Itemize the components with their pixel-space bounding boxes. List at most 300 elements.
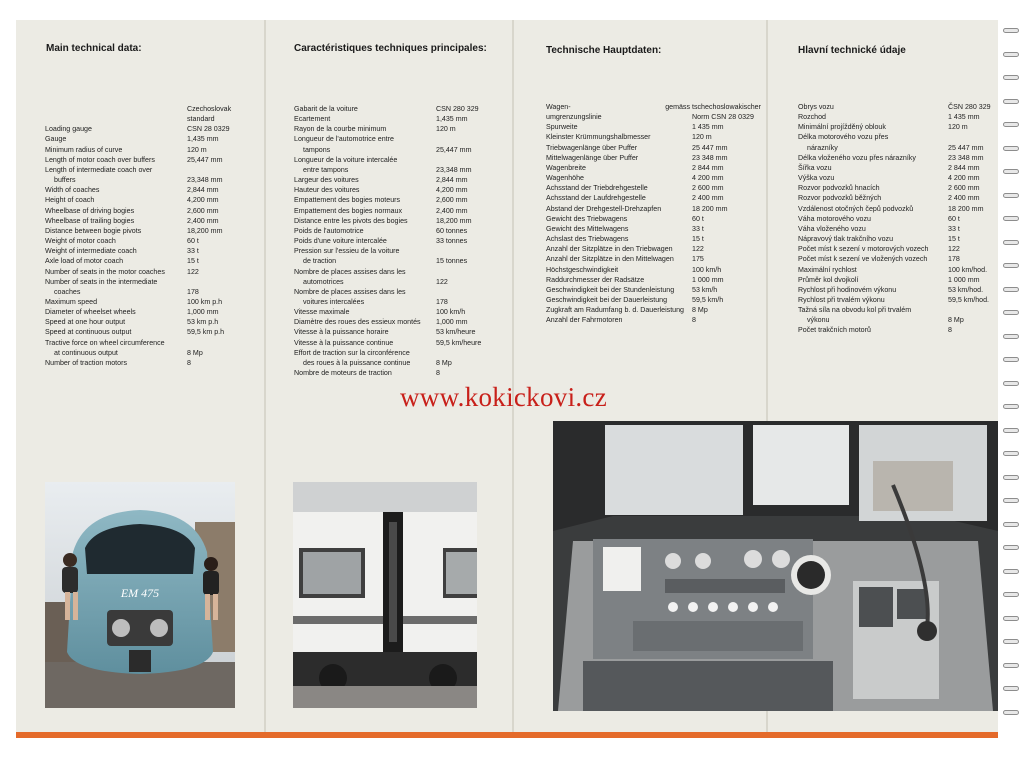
row-value: 23 348 mm <box>948 153 984 162</box>
row-value: 100 km/h <box>692 265 722 274</box>
row-label: Minimální projížděný oblouk <box>798 123 886 132</box>
data-row <box>294 327 506 337</box>
row-value: 53 km/hod. <box>948 285 984 294</box>
binding-loop <box>1003 240 1019 245</box>
row-value: 2,400 mm <box>187 216 219 225</box>
binding-loop <box>1003 710 1019 715</box>
data-row <box>546 305 761 315</box>
row-label: Nombre de places assises dans les <box>294 287 406 296</box>
data-row <box>546 153 761 163</box>
locomotive-number: EM 475 <box>120 586 160 600</box>
row-value: 122 <box>692 245 704 254</box>
row-value: 59,5 km/h <box>692 295 724 304</box>
row-value: 120 m <box>436 125 456 134</box>
row-label: Gewicht des Triebwagens <box>546 214 628 223</box>
row-value: 8 <box>187 358 191 367</box>
row-value: 100 km/hod. <box>948 265 988 274</box>
binding-loop <box>1003 686 1019 691</box>
data-row <box>798 153 996 163</box>
data-row <box>45 195 255 205</box>
row-label: Výška vozu <box>798 174 835 183</box>
row-label: Number of seats in the intermediate <box>45 277 158 286</box>
row-label: Rayon de la courbe minimum <box>294 125 387 134</box>
data-row <box>294 338 506 348</box>
row-value: 60 t <box>948 214 960 223</box>
row-value: 18 200 mm <box>948 204 984 213</box>
row-value: 15 t <box>692 235 704 244</box>
row-label: Minimum radius of curve <box>45 145 123 154</box>
data-row <box>546 193 761 203</box>
row-value: 2,400 mm <box>436 206 468 215</box>
row-value: 178 <box>948 255 960 264</box>
data-row <box>294 195 506 205</box>
binding-loop <box>1003 193 1019 198</box>
row-value: 8 <box>436 369 440 378</box>
data-row <box>546 295 761 305</box>
row-value: 15 t <box>187 257 199 266</box>
data-row <box>294 175 506 185</box>
row-label: Tractive force on wheel circumference <box>45 338 165 347</box>
data-row <box>45 358 255 368</box>
row-label: Kleinster Krümmungshalbmesser <box>546 133 651 142</box>
row-value: 18,200 mm <box>187 226 223 235</box>
binding-loop <box>1003 451 1019 456</box>
data-row <box>546 122 761 132</box>
row-label: Longueur de l'automotrice entre <box>294 135 394 144</box>
row-value: 18 200 mm <box>692 204 728 213</box>
row-label: Achsstand der Laufdrehgestelle <box>546 194 646 203</box>
data-row <box>294 155 506 165</box>
data-row <box>45 246 255 256</box>
row-value: 60 t <box>187 237 199 246</box>
row-label: Number of traction motors <box>45 358 128 367</box>
row-value: 59,5 km p.h <box>187 328 225 337</box>
german-data-table <box>546 102 761 325</box>
row-label: Rozvor podvozků hnacích <box>798 184 880 193</box>
row-label: Délka vloženého vozu přes nárazníky <box>798 153 916 162</box>
data-row <box>45 145 255 155</box>
binding-loop <box>1003 122 1019 127</box>
data-row <box>294 236 506 246</box>
row-label: Empattement des bogies normaux <box>294 206 403 215</box>
data-row <box>45 297 255 307</box>
row-label: Počet míst k sezení v motorových vozech <box>798 245 929 254</box>
row-value: 25 447 mm <box>692 143 728 152</box>
data-row <box>294 134 506 144</box>
data-row <box>798 173 996 183</box>
binding-loop <box>1003 216 1019 221</box>
row-value: 100 km p.h <box>187 297 223 306</box>
binding-loop <box>1003 75 1019 80</box>
row-label: Maximum speed <box>45 297 98 306</box>
data-row <box>294 226 506 236</box>
row-label: Weight of intermediate coach <box>45 247 137 256</box>
data-row <box>45 165 255 175</box>
row-value: 120 m <box>187 145 207 154</box>
row-label: automotrices <box>303 277 344 286</box>
row-value: 25,447 mm <box>436 145 472 154</box>
data-row <box>798 183 996 193</box>
row-value: 8 Mp <box>692 306 708 315</box>
row-label: Geschwindigkeit bei der Dauerleistung <box>546 295 668 304</box>
data-row <box>45 307 255 317</box>
data-row <box>45 216 255 226</box>
row-value: 4,200 mm <box>436 186 468 195</box>
row-label: Anzahl der Sitzplätze in den Mittelwagen <box>546 255 674 264</box>
data-row <box>546 224 761 234</box>
row-label: Délka motorového vozu přes <box>798 133 889 142</box>
binding-loop <box>1003 52 1019 57</box>
binding-loop <box>1003 310 1019 315</box>
row-label: Váha vloženého vozu <box>798 224 866 233</box>
row-value: 178 <box>187 287 199 296</box>
row-value: 1 000 mm <box>692 275 724 284</box>
row-label: výkonu <box>807 316 830 325</box>
binding-loop <box>1003 28 1019 33</box>
watermark: www.kokickovi.cz <box>400 382 607 412</box>
czech-data-table <box>798 102 996 336</box>
row-value: 1,435 mm <box>187 135 219 144</box>
data-row <box>798 224 996 234</box>
row-label: Spurweite <box>546 123 578 132</box>
row-value: 15 t <box>948 235 960 244</box>
page-fold <box>264 20 266 732</box>
row-label: des roues à la puissance continue <box>303 358 411 367</box>
row-label: coaches <box>54 287 81 296</box>
row-value: 60 tonnes <box>436 226 468 235</box>
data-row <box>546 183 761 193</box>
row-label: Wheelbase of driving bogies <box>45 206 135 215</box>
row-label: Diamètre des roues des essieux montés <box>294 318 421 327</box>
heading-english: Main technical data: <box>46 43 142 54</box>
row-value: 53 km/h <box>692 285 718 294</box>
row-label: voitures intercalées <box>303 297 365 306</box>
photo-locomotive-front <box>45 482 235 708</box>
row-label: Number of seats in the motor coaches <box>45 267 165 276</box>
data-row <box>546 173 761 183</box>
row-label: Achslast des Triebwagens <box>546 235 629 244</box>
row-value: 2 400 mm <box>948 194 980 203</box>
binding-loop <box>1003 287 1019 292</box>
data-row <box>546 204 761 214</box>
data-row <box>294 216 506 226</box>
data-row <box>294 368 506 378</box>
data-row <box>798 244 996 254</box>
row-value: 122 <box>436 277 448 286</box>
data-row <box>546 143 761 153</box>
binding-loop <box>1003 404 1019 409</box>
binding-loop <box>1003 522 1019 527</box>
row-value: Norm CSN 28 0329 <box>692 113 754 122</box>
row-label: Wheelbase of trailing bogies <box>45 216 135 225</box>
row-value: 120 m <box>692 133 712 142</box>
row-value: 4 200 mm <box>692 174 724 183</box>
row-value: CSN 280 329 <box>436 105 479 113</box>
row-label: Pression sur l'essieu de la voiture <box>294 247 400 256</box>
row-label: Length of motor coach over buffers <box>45 155 155 164</box>
row-label: nárazníky <box>807 143 838 152</box>
row-label: at continuous output <box>54 348 118 357</box>
row-label: buffers <box>54 176 76 185</box>
data-row <box>798 275 996 285</box>
row-label: Weight of motor coach <box>45 237 116 246</box>
data-row <box>798 204 996 214</box>
binding-loop <box>1003 263 1019 268</box>
french-data-table <box>294 104 506 378</box>
row-value: 2,844 mm <box>436 176 468 185</box>
row-label: Počet trakčních motorů <box>798 326 871 335</box>
row-label: Vitesse maximale <box>294 308 350 317</box>
data-row <box>546 214 761 224</box>
data-row <box>45 348 255 358</box>
data-row <box>294 358 506 368</box>
row-value: 175 <box>692 255 704 264</box>
binding-loop <box>1003 169 1019 174</box>
data-row <box>546 234 761 244</box>
data-row <box>798 315 996 325</box>
row-label: Geschwindigkeit bei der Stundenleistung <box>546 285 675 294</box>
row-value: 2,600 mm <box>187 206 219 215</box>
data-row <box>294 114 506 124</box>
row-label: Speed at continuous output <box>45 328 132 337</box>
row-label: Gabarit de la voiture <box>294 105 358 113</box>
data-row <box>294 297 506 307</box>
row-value: 100 km/h <box>436 308 466 317</box>
row-label: Rozchod <box>798 113 826 122</box>
row-value: 8 Mp <box>948 316 964 325</box>
row-label: Wagenhöhe <box>546 174 584 183</box>
data-row <box>45 236 255 246</box>
row-label: Nombre de places assises dans les <box>294 267 406 276</box>
row-label: Triebwagenlänge über Puffer <box>546 143 638 152</box>
data-row <box>294 317 506 327</box>
row-label: Váha motorového vozu <box>798 214 871 223</box>
data-row <box>798 305 996 315</box>
row-value: 2 600 mm <box>948 184 980 193</box>
row-label: Height of coach <box>45 196 95 205</box>
data-row <box>294 104 506 114</box>
row-label: Achsstand der Triebdrehgestelle <box>546 184 648 193</box>
data-row <box>798 132 996 142</box>
row-value: 4,200 mm <box>187 196 219 205</box>
data-row <box>546 132 761 142</box>
data-row <box>798 102 996 112</box>
heading-german: Technische Hauptdaten: <box>546 45 662 56</box>
brochure-spread <box>16 20 998 738</box>
binding-loop <box>1003 663 1019 668</box>
heading-french: Caractéristiques techniques principales: <box>294 43 487 54</box>
row-label: Largeur des voitures <box>294 176 359 185</box>
row-label: Höchstgeschwindigkeit <box>546 265 619 274</box>
row-label: Gauge <box>45 135 67 144</box>
data-row <box>798 193 996 203</box>
binding-loop <box>1003 639 1019 644</box>
data-row <box>45 104 255 134</box>
data-row <box>798 325 996 335</box>
row-value: 1 000 mm <box>948 275 980 284</box>
row-value: 2 844 mm <box>948 163 980 172</box>
row-label: de traction <box>303 257 337 266</box>
data-row <box>45 226 255 236</box>
row-label: Anzahl der Sitzplätze in den Triebwagen <box>546 245 673 254</box>
row-value: 1 435 mm <box>948 113 980 122</box>
binding-loop <box>1003 334 1019 339</box>
row-value: 15 tonnes <box>436 257 468 266</box>
data-row <box>45 277 255 287</box>
heading-czech: Hlavní technické údaje <box>798 45 906 56</box>
row-value: 2,844 mm <box>187 186 219 195</box>
data-row <box>546 244 761 254</box>
photo-drivers-cab <box>553 421 998 711</box>
row-value: 53 km/heure <box>436 328 476 337</box>
row-label: Hauteur des voitures <box>294 186 360 195</box>
binding-loop <box>1003 428 1019 433</box>
data-row <box>798 285 996 295</box>
data-row <box>546 163 761 173</box>
row-value: 2,600 mm <box>436 196 468 205</box>
binding-loop <box>1003 498 1019 503</box>
row-label: Loading gauge <box>45 125 92 134</box>
data-row <box>45 206 255 216</box>
english-data-table <box>45 104 255 368</box>
row-value: 1,000 mm <box>187 308 219 317</box>
row-label: Vitesse à la puissance horaire <box>294 328 389 337</box>
row-label: Poids d'une voiture intercalée <box>294 237 387 246</box>
row-label: Vzdálenost otočných čepů podvozků <box>798 204 914 213</box>
row-label: Empattement des bogies moteurs <box>294 196 401 205</box>
row-label: Rychlost při trvalém výkonu <box>798 295 885 304</box>
data-row <box>546 265 761 275</box>
row-label: Obrys vozu <box>798 103 834 111</box>
data-row <box>798 265 996 275</box>
row-label: Zugkraft am Radumfang b. d. Dauerleistung <box>546 306 685 315</box>
data-row <box>798 295 996 305</box>
row-value: 53 km p.h <box>187 318 219 327</box>
row-value: 33 t <box>948 224 960 233</box>
row-value: 8 <box>948 326 952 335</box>
data-row <box>294 145 506 155</box>
data-row <box>798 234 996 244</box>
data-row <box>45 267 255 277</box>
row-value: 60 t <box>692 214 704 223</box>
row-label: Počet míst k sezení ve vložených vozech <box>798 255 928 264</box>
data-row <box>294 256 506 266</box>
data-row <box>798 214 996 224</box>
binding-loop <box>1003 475 1019 480</box>
data-row <box>294 165 506 175</box>
row-label: tampons <box>303 145 331 154</box>
binding-loop <box>1003 569 1019 574</box>
row-label: Distance between bogie pivots <box>45 226 142 235</box>
row-label: Wagenbreite <box>546 163 586 172</box>
data-row <box>798 143 996 153</box>
data-row <box>546 102 761 112</box>
data-row <box>294 206 506 216</box>
binding-loop <box>1003 381 1019 386</box>
data-row <box>294 277 506 287</box>
row-label: umgrenzungslinie <box>546 113 602 122</box>
data-row <box>45 287 255 297</box>
row-label: Distance entre les pivots des bogies <box>294 216 408 225</box>
data-row <box>546 285 761 295</box>
row-value: 1,000 mm <box>436 318 468 327</box>
data-row <box>45 317 255 327</box>
row-value: gemäss tschechoslowakischer <box>665 103 761 111</box>
row-value: 8 Mp <box>187 348 203 357</box>
row-value: 25 447 mm <box>948 143 984 152</box>
row-label: Abstand der Drehgestell-Drehzapfen <box>546 204 662 213</box>
row-value: 8 <box>692 316 696 325</box>
row-label: Mittelwagenlänge über Puffer <box>546 153 639 162</box>
row-label: Diameter of wheelset wheels <box>45 308 136 317</box>
row-value: 23,348 mm <box>187 176 223 185</box>
row-label: Length of intermediate coach over <box>45 165 153 174</box>
data-row <box>45 134 255 144</box>
binding-loop <box>1003 545 1019 550</box>
data-row <box>546 254 761 264</box>
row-label: Rozvor podvozků běžných <box>798 194 882 203</box>
row-label: Anzahl der Fahrmotoren <box>546 316 623 325</box>
binding-loop <box>1003 592 1019 597</box>
row-value: 1 435 mm <box>692 123 724 132</box>
data-row <box>294 185 506 195</box>
data-row <box>45 155 255 165</box>
data-row <box>45 256 255 266</box>
row-value: 59,5 km/hod. <box>948 295 990 304</box>
row-value: 23,348 mm <box>436 165 472 174</box>
row-label: Axle load of motor coach <box>45 257 124 266</box>
row-label: Ecartement <box>294 115 331 124</box>
binding-loop <box>1003 146 1019 151</box>
data-row <box>45 327 255 337</box>
row-value: 2 844 mm <box>692 163 724 172</box>
row-label: Nápravový tlak trakčního vozu <box>798 235 894 244</box>
row-value: 4 200 mm <box>948 174 980 183</box>
row-value: 33 t <box>187 247 199 256</box>
data-row <box>45 175 255 185</box>
row-value: 33 tonnes <box>436 237 468 246</box>
row-label: Raddurchmesser der Radsätze <box>546 275 645 284</box>
row-label: Gewicht des Mittelwagens <box>546 224 629 233</box>
data-row <box>294 307 506 317</box>
row-value: 122 <box>187 267 199 276</box>
row-label: entre tampons <box>303 165 349 174</box>
row-label: Maximální rychlost <box>798 265 857 274</box>
row-value: 59,5 km/heure <box>436 338 482 347</box>
row-label: Longueur de la voiture intercalée <box>294 155 398 164</box>
data-row <box>294 124 506 134</box>
row-label: Rychlost při hodinovém výkonu <box>798 285 897 294</box>
photo-coach-connection <box>293 482 477 708</box>
row-value: 18,200 mm <box>436 216 472 225</box>
row-label: Vitesse à la puissance continue <box>294 338 394 347</box>
data-row <box>546 275 761 285</box>
data-row <box>294 287 506 297</box>
binding-loop <box>1003 99 1019 104</box>
row-label: Speed at one hour output <box>45 318 126 327</box>
row-label: Wagen- <box>546 103 571 111</box>
row-value: 2 400 mm <box>692 194 724 203</box>
data-row <box>294 246 506 256</box>
page-fold <box>512 20 514 732</box>
row-label: Šířka vozu <box>798 163 832 172</box>
row-label: Tažná síla na obvodu kol při trvalém <box>798 306 912 315</box>
row-label: Width of coaches <box>45 186 100 195</box>
row-label: Nombre de moteurs de traction <box>294 369 392 378</box>
row-value: 8 Mp <box>436 358 452 367</box>
data-row <box>45 338 255 348</box>
binding-loop <box>1003 357 1019 362</box>
